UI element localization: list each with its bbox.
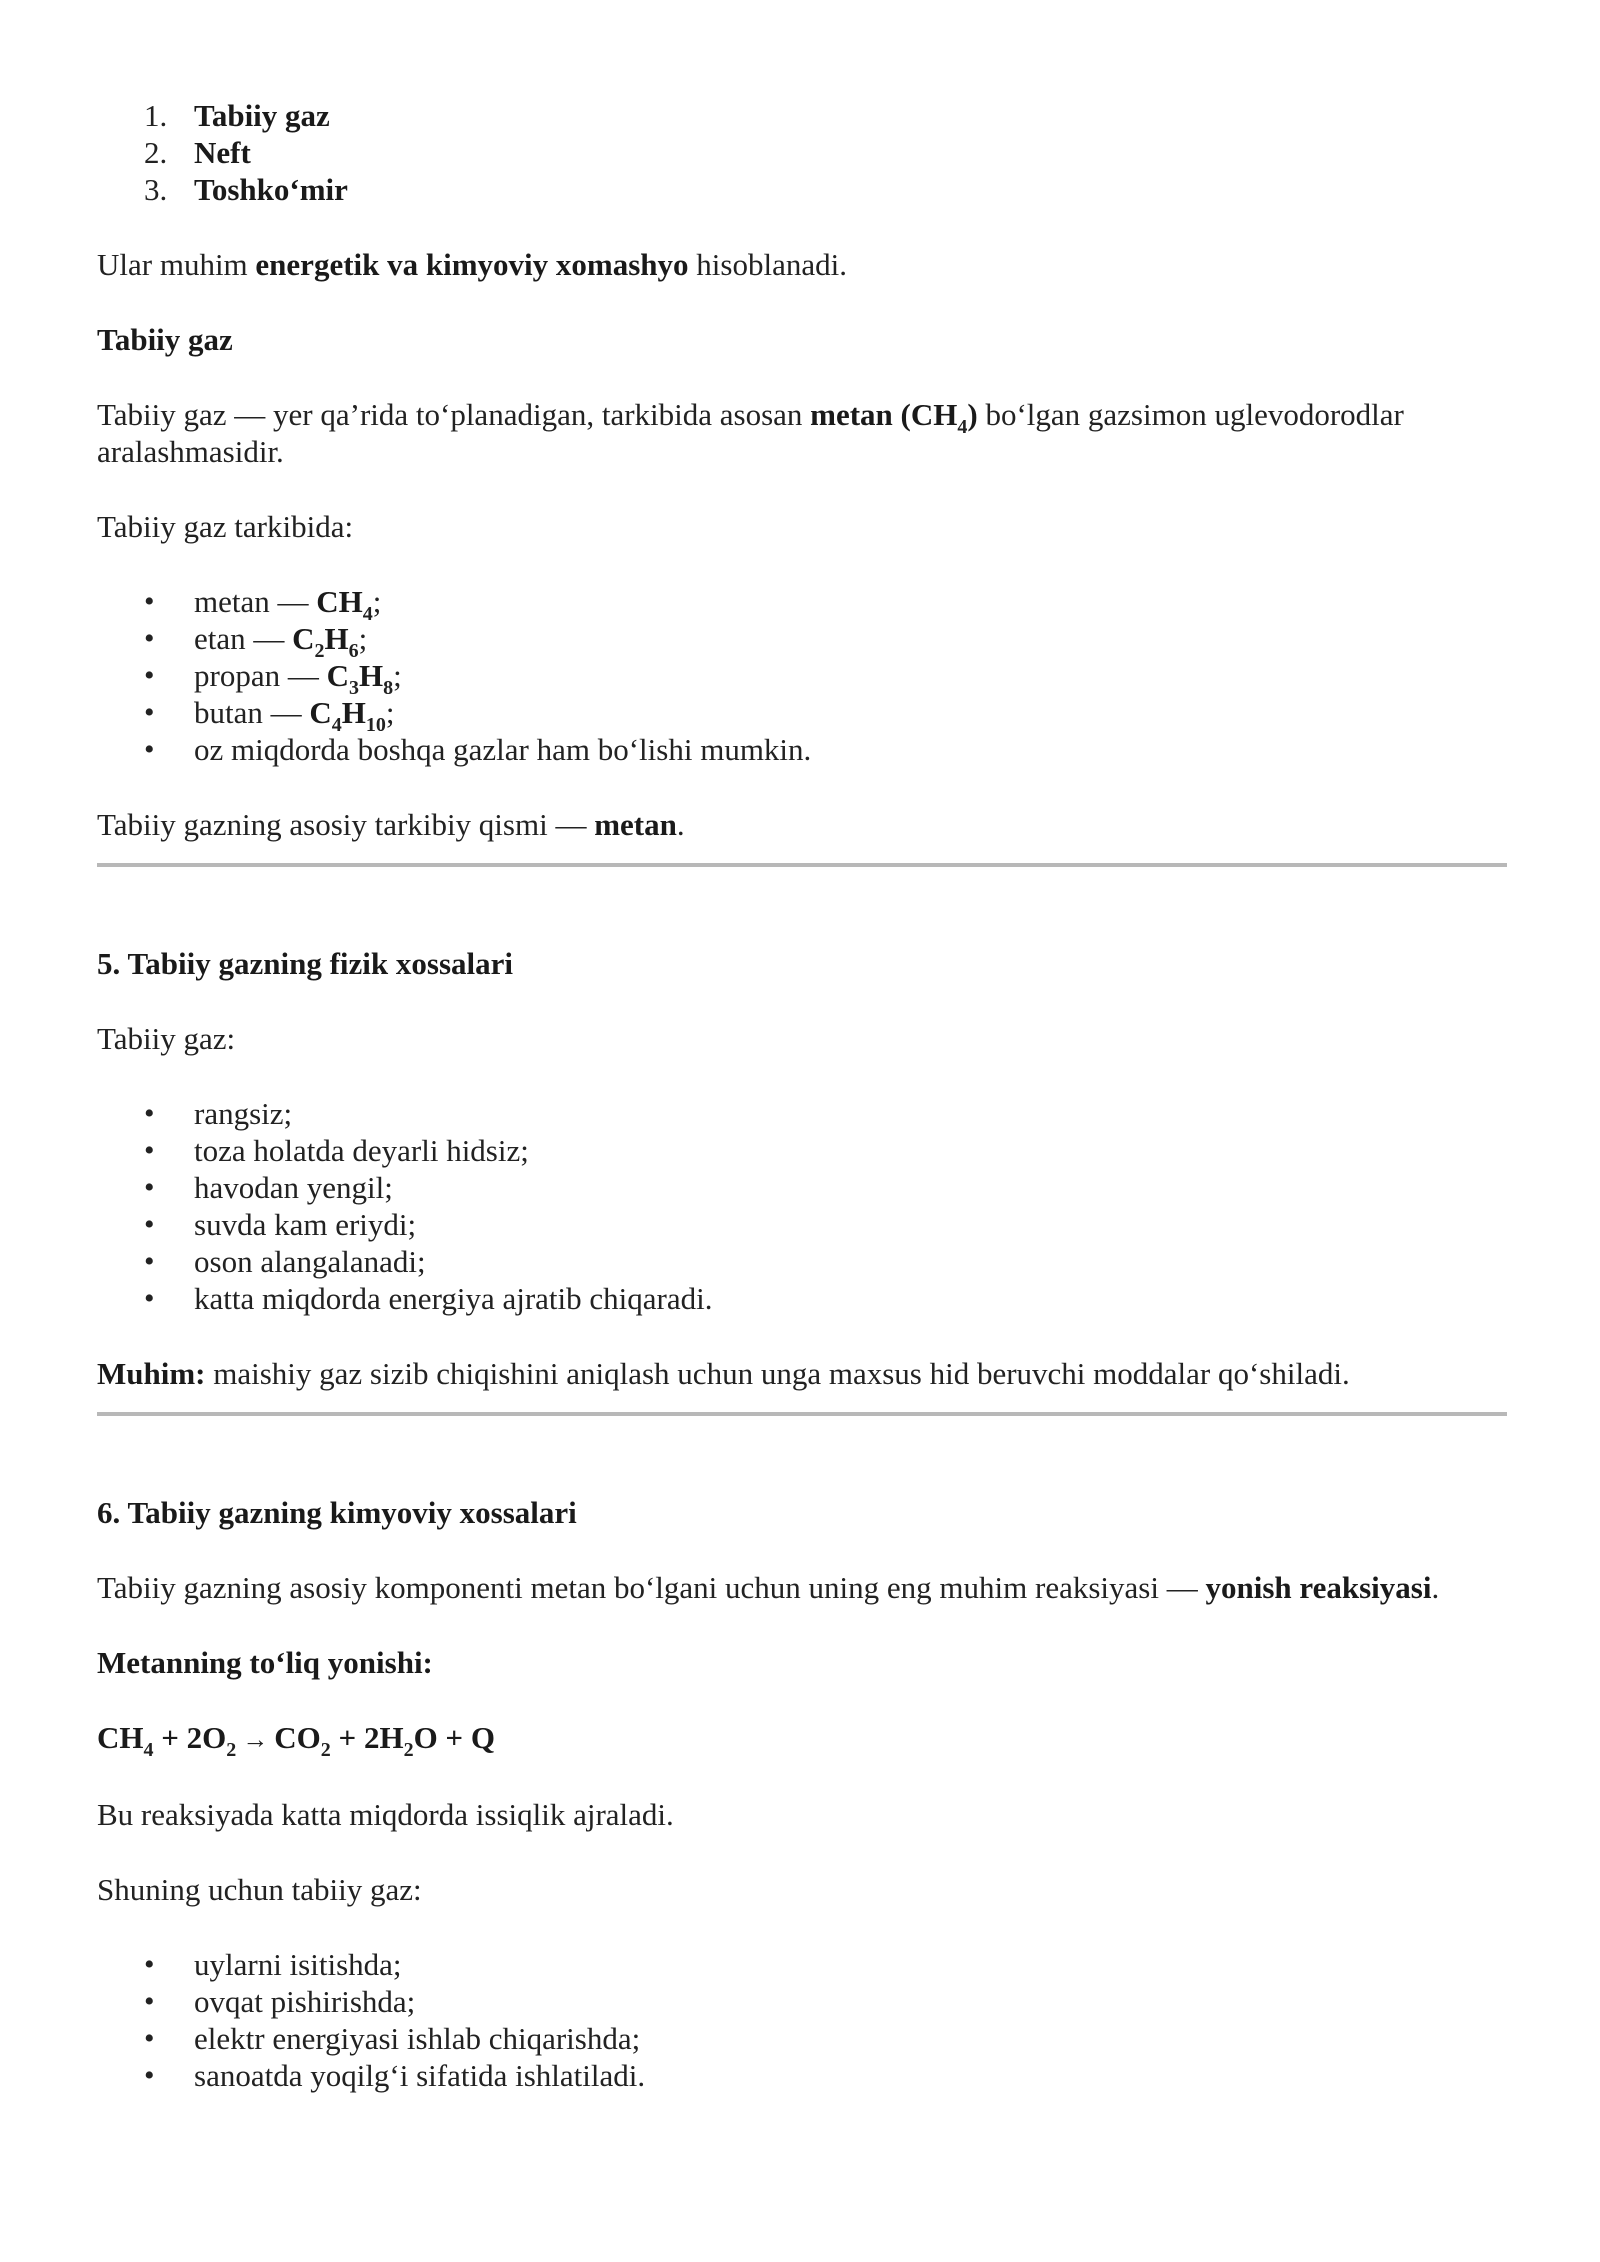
physical-properties-list: [97, 1095, 1507, 1317]
list-item: • katta miqdorda energiya ajratib chiqaradi.: [144, 1281, 713, 1316]
chemical-paragraph: Tabiiy gazning asosiy komponenti metan bo‘lgani uchun uning eng muhim reaksiyasi — yonish reaksiyasi.: [97, 1570, 1440, 1605]
composition-intro: Tabiiy gaz tarkibida:: [97, 509, 354, 544]
list-item: • rangsiz;: [144, 1096, 293, 1131]
list-item: • butan — $C_4H_{10}$;: [144, 695, 395, 736]
main-component-paragraph: Tabiiy gazning asosiy tarkibiy qismi — metan.: [97, 807, 685, 842]
result-paragraph: Bu reaksiyada katta miqdorda issiqlik ajraladi.: [97, 1797, 674, 1832]
definition-paragraph: Tabiiy gaz — yer qa’rida to‘planadigan, tarkibida asosan metan $(CH_4)$ bo‘lgan gazsimon uglevodorodlar aralashmasidir.: [97, 397, 1404, 469]
list-item: • ovqat pishirishda;: [144, 1984, 416, 2019]
list-item: 1. Tabiiy gaz: [144, 98, 330, 133]
uses-list: [97, 1946, 1507, 2094]
list-item: • oson alangalanadi;: [144, 1244, 426, 1279]
intro-paragraph: Ular muhim energetik va kimyoviy xomashyo hisoblanadi.: [97, 247, 847, 282]
list-item: • metan — $CH_4$;: [144, 584, 382, 625]
resource-list: [97, 97, 1507, 208]
section-heading: 6. Tabiiy gazning kimyoviy xossalari: [97, 1495, 577, 1530]
list-item: • etan — $C_2H_6$;: [144, 621, 368, 662]
list-item: • oz miqdorda boshqa gazlar ham bo‘lishi mumkin.: [144, 732, 812, 767]
combustion-equation: $CH_4 + 2O_2 \to CO_2 + 2H_2O + Q$: [97, 1720, 495, 1761]
list-item: • suvda kam eriydi;: [144, 1207, 417, 1242]
list-item: • sanoatda yoqilg‘i sifatida ishlatiladi.: [144, 2058, 646, 2093]
composition-list: [97, 583, 1507, 768]
list-item: • havodan yengil;: [144, 1170, 393, 1205]
list-item: 3. Toshko‘mir: [144, 172, 348, 207]
list-item: • propan — $C_3H_8$;: [144, 658, 402, 699]
important-note: Muhim: maishiy gaz sizib chiqishini aniqlash uchun unga maxsus hid beruvchi moddalar qo‘shiladi.: [97, 1356, 1350, 1391]
document-page: [97, 97, 1507, 2094]
sub-heading: Metanning to‘liq yonishi:: [97, 1645, 433, 1680]
list-item: • elektr energiyasi ishlab chiqarishda;: [144, 2021, 641, 2056]
section-heading: 5. Tabiiy gazning fizik xossalari: [97, 946, 514, 981]
list-item: 2. Neft: [144, 135, 251, 170]
section-heading: Tabiiy gaz: [97, 322, 233, 357]
uses-intro: Shuning uchun tabiiy gaz:: [97, 1872, 422, 1907]
physical-intro: Tabiiy gaz:: [97, 1021, 236, 1056]
list-item: • uylarni isitishda;: [144, 1947, 402, 1982]
reaction-arrow-icon: →: [242, 1725, 269, 1754]
list-item: • toza holatda deyarli hidsiz;: [144, 1133, 529, 1168]
